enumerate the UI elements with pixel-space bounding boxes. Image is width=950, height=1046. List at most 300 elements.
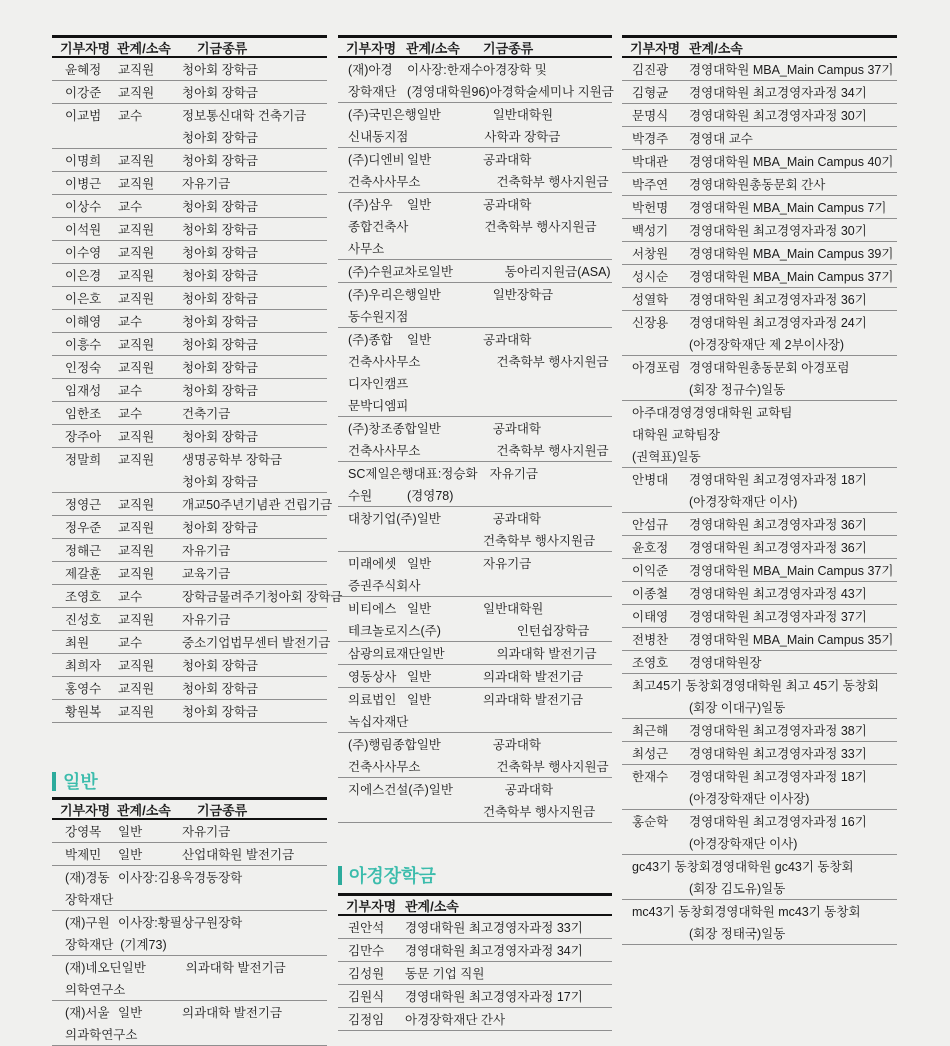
relation-cell: 경영대학원 최고경영자과정 43기 (689, 587, 867, 601)
relation-cell: 교직원 (118, 498, 155, 512)
donor-cell: gc43기 동창회 (632, 860, 711, 874)
relation-cell: 경영대학원 MBA_Main Campus 37기 (689, 270, 894, 284)
table-row (622, 104, 897, 127)
fund-cell: 청아회 장학금 (182, 223, 258, 237)
donor-cell: 장학재단 (65, 893, 114, 907)
header-relation: 관계/소속 (117, 40, 171, 56)
table-row (622, 173, 897, 196)
header-relation: 관계/소속 (689, 40, 743, 56)
relation-cell: 이사장:황필상 (118, 916, 194, 930)
relation-cell: 교직원 (118, 521, 155, 535)
relation-cell: (회장 정태국)일동 (689, 927, 786, 941)
relation-cell: 경영대학원 최고경영자과정 33기 (405, 921, 583, 935)
table-row (338, 148, 612, 193)
table-row (338, 939, 612, 962)
table-row (52, 677, 327, 700)
donor-cell: 서창원 (632, 247, 669, 261)
table-row (52, 911, 327, 956)
relation-cell: 교수 (118, 407, 143, 421)
donor-cell: (재)구원 (65, 916, 110, 930)
relation-cell: 교직원 (118, 453, 155, 467)
fund-cell: 산업대학원 발전기금 (182, 848, 295, 862)
relation-cell: 교직원 (118, 705, 155, 719)
donor-cell: 대학원 교학팀장 (632, 428, 720, 442)
table-row (622, 265, 897, 288)
table-row (52, 149, 327, 172)
relation-cell: 교직원 (118, 544, 155, 558)
donor-cell: 임한조 (65, 407, 102, 421)
fund-cell: 건축학부 행사지원금 (496, 444, 609, 458)
relation-cell: 교직원 (118, 246, 155, 260)
donor-cell: 성시순 (632, 270, 669, 284)
relation-cell: 경영대학원총동문회 아경포럼 (689, 361, 850, 375)
donor-cell: 정말희 (65, 453, 102, 467)
donor-cell: (주)국민은행 (348, 108, 417, 122)
donor-cell: 최성근 (632, 747, 669, 761)
table-row (52, 448, 327, 493)
table-row (338, 985, 612, 1008)
donor-cell: 김형균 (632, 86, 669, 100)
donor-cell: 동수원지점 (348, 310, 409, 324)
donor-cell: 제갈훈 (65, 567, 102, 581)
donor-cell: 박대관 (632, 155, 669, 169)
header-fund-type: 기금종류 (197, 40, 248, 56)
fund-cell: 자유기금 (489, 467, 538, 481)
relation-cell: 경영대학원 최고경영자과정 30기 (689, 224, 867, 238)
section-bar-icon (338, 866, 342, 885)
table-row (52, 866, 327, 911)
donor-cell: 김성원 (348, 967, 385, 981)
donor-cell: 조영호 (632, 656, 669, 670)
section-bar-icon (52, 772, 56, 791)
table-row (622, 582, 897, 605)
fund-cell: 건축기금 (182, 407, 231, 421)
table-row (622, 150, 897, 173)
relation-cell: 교직원 (118, 177, 155, 191)
fund-cell: 청아회 장학금 (182, 430, 258, 444)
fund-cell: 건축학부 행사지원금 (496, 175, 609, 189)
agyeong-donor-table-left (338, 893, 612, 1031)
table-row (622, 628, 897, 651)
fund-cell: 공과대학 (492, 738, 542, 752)
relation-cell: 경영대학원 최고경영자과정 17기 (405, 990, 583, 1004)
relation-cell: 이사장:김용욱 (118, 871, 194, 885)
donor-cell: 홍순학 (632, 815, 669, 829)
donor-cell: 테크놀로지스(주) (348, 624, 441, 638)
donor-cell: 아경포럼 (632, 361, 681, 375)
relation-cell: 교직원 (118, 86, 155, 100)
donor-cell: (주)디엔비 (348, 153, 405, 167)
table-row (622, 288, 897, 311)
relation-cell: 교직원 (118, 430, 155, 444)
table-row (622, 765, 897, 810)
donor-cell: 안섬규 (632, 518, 669, 532)
relation-cell: 일반 (118, 848, 143, 862)
table-row (52, 172, 327, 195)
relation-cell: 경영대학원 최고경영자과정 33기 (689, 747, 867, 761)
donor-cell: 이교범 (65, 109, 102, 123)
table-row (338, 507, 612, 552)
table-row (52, 310, 327, 333)
fund-cell: 공과대학 (483, 333, 532, 347)
donor-cell: 김진광 (632, 63, 669, 77)
table-row (52, 516, 327, 539)
table-row (52, 218, 327, 241)
fund-cell: 청아회 장학금 (182, 384, 258, 398)
relation-cell: 아경장학재단 간사 (405, 1013, 506, 1027)
relation-cell: 교수 (118, 384, 143, 398)
fund-cell: 공과대학 (504, 783, 554, 797)
fund-cell: 의과대학 발전기금 (182, 1006, 283, 1020)
relation-cell: (회장 김도유)일동 (689, 882, 786, 896)
relation-cell: (경영대학원96) (407, 85, 490, 99)
relation-cell: 교직원 (118, 361, 155, 375)
table-row (52, 654, 327, 677)
table-row (52, 264, 327, 287)
fund-cell: 건축학부 행사지원금 (496, 355, 609, 369)
donor-cell: 아주대경영 (632, 406, 693, 420)
relation-cell: 경영대학원 교학팀 (692, 406, 793, 420)
fund-cell: 공과대학 (483, 198, 532, 212)
table-row (52, 356, 327, 379)
donor-cell: (권혁표)일동 (632, 450, 701, 464)
table-row (622, 536, 897, 559)
relation-cell: 교수 (118, 109, 143, 123)
relation-cell: (회장 이대구)일동 (689, 701, 786, 715)
donor-cell: 의학연구소 (65, 983, 126, 997)
relation-cell: 경영대학원 최고경영자과정 36기 (689, 518, 867, 532)
fund-cell: 자유기금 (182, 825, 231, 839)
table-body (52, 820, 327, 1046)
fund-cell: 일반대학원 (483, 602, 544, 616)
donor-cell: 박제민 (65, 848, 102, 862)
relation-cell: 일반 (416, 738, 441, 752)
relation-cell: 일반 (416, 422, 441, 436)
donor-cell: (주)창조종합 (348, 422, 417, 436)
relation-cell: 경영대학원 최고경영자과정 36기 (689, 541, 867, 555)
relation-cell: 경영대학원 최고경영자과정 18기 (689, 770, 867, 784)
relation-cell: 교직원 (118, 613, 155, 627)
relation-cell: 교수 (118, 590, 143, 604)
donor-cell: (주)우리은행 (348, 288, 417, 302)
column-right (622, 0, 897, 945)
relation-cell: 일반 (420, 647, 445, 661)
relation-cell: 경영대학원 mc43기 동창회 (714, 905, 861, 919)
table-row (52, 493, 333, 516)
table-row (52, 1001, 327, 1046)
header-donor-name: 기부자명 (60, 40, 111, 56)
fund-cell: 청아회 장학금 (182, 131, 258, 145)
fund-cell: 건축학부 행사지원금 (496, 760, 609, 774)
donor-cell: 이강준 (65, 86, 102, 100)
table-row (338, 328, 612, 417)
fund-cell: 청아회 장학금 (182, 86, 258, 100)
table-row (338, 597, 612, 642)
table-row (338, 733, 612, 778)
donor-cell: 문명식 (632, 109, 669, 123)
donor-cell: SC제일은행 (348, 467, 414, 481)
table-body (338, 916, 612, 1031)
table-row (338, 778, 612, 823)
fund-cell: 청아회 장학금 (182, 705, 258, 719)
fund-cell: 청아회 장학금 (182, 475, 258, 489)
donor-cell: 신내동지점 (348, 130, 409, 144)
donor-cell: 이종철 (632, 587, 669, 601)
relation-cell: 대표:정승화 (413, 467, 478, 481)
relation-cell: (회장 정규수)일동 (689, 383, 786, 397)
relation-cell: 일반 (407, 670, 432, 684)
fund-cell: 교육기금 (182, 567, 231, 581)
donor-cell: 이흥수 (65, 338, 102, 352)
donor-cell: 김정임 (348, 1013, 385, 1027)
donor-cell: 최근해 (632, 724, 669, 738)
donor-cell: 윤혜정 (65, 63, 102, 77)
header-donor-name: 기부자명 (630, 40, 681, 56)
donor-cell: 이태영 (632, 610, 669, 624)
fund-cell: 자유기금 (182, 177, 231, 191)
fund-cell: 정보통신대학 건축기금 (182, 109, 307, 123)
table-row (622, 468, 897, 513)
fund-cell: 공과대학 (483, 153, 532, 167)
fund-cell: 청아회 장학금 (182, 338, 258, 352)
donor-cell: 수원 (348, 489, 373, 503)
table-row (622, 513, 897, 536)
table-row (52, 81, 327, 104)
donor-cell: 건축사사무소 (348, 175, 421, 189)
donor-cell: 조영호 (65, 590, 102, 604)
donor-cell: 김만수 (348, 944, 385, 958)
table-row (622, 719, 897, 742)
relation-cell: 일반 (121, 961, 146, 975)
table-row (338, 58, 612, 103)
donor-cell: 사무소 (348, 242, 385, 256)
donor-cell: 이수영 (65, 246, 102, 260)
donor-cell: (재)서울 (65, 1006, 110, 1020)
fund-cell: 건축학부 행사지원금 (484, 220, 597, 234)
donor-cell: 삼광의료재단 (348, 647, 421, 661)
relation-cell: 경영대학원 최고경영자과정 24기 (689, 316, 867, 330)
relation-cell: 경영대학원 최고경영자과정 16기 (689, 815, 867, 829)
header-fund-type: 기금종류 (197, 802, 248, 818)
fund-cell: 의과대학 발전기금 (496, 647, 597, 661)
table-row (52, 956, 327, 1001)
donor-cell: 미래에셋 (348, 557, 397, 571)
table-row (338, 103, 612, 148)
table-row (52, 402, 327, 425)
relation-cell: 경영대학원 최고경영자과정 34기 (405, 944, 583, 958)
fund-cell: 중소기업법무센터 발전기금 (182, 636, 331, 650)
donor-cell: (주)종합 (348, 333, 393, 347)
fund-cell: 일반대학원 (492, 108, 554, 122)
relation-cell: 일반 (416, 108, 441, 122)
donor-cell: 문박디엠피 (348, 399, 409, 413)
fund-cell: 생명공학부 장학금 (182, 453, 283, 467)
relation-cell: 일반 (407, 602, 432, 616)
relation-cell: 교직원 (118, 154, 155, 168)
relation-cell: 일반 (416, 288, 441, 302)
donor-cell: 이상수 (65, 200, 102, 214)
donor-cell: 진성호 (65, 613, 102, 627)
header-donor-name: 기부자명 (346, 898, 397, 914)
donor-cell: 이익준 (632, 564, 669, 578)
donor-cell: 정해근 (65, 544, 102, 558)
relation-cell: 경영대학원 MBA_Main Campus 7기 (689, 201, 887, 215)
relation-cell: 일반 (407, 198, 432, 212)
donor-cell: 이병근 (65, 177, 102, 191)
relation-cell: 일반 (416, 512, 441, 526)
donor-cell: 전병찬 (632, 633, 669, 647)
table-header (622, 35, 897, 58)
table-row (52, 539, 327, 562)
table-row (622, 559, 897, 582)
relation-cell: 경영대학원총동문회 간사 (689, 178, 826, 192)
table-row (622, 401, 897, 468)
fund-cell: 동아리지원금(ASA) (504, 265, 611, 279)
donor-cell: mc43기 동창회 (632, 905, 715, 919)
donor-cell: 이은경 (65, 269, 102, 283)
donor-cell: 이해영 (65, 315, 102, 329)
fund-cell: 인턴쉽장학금 (516, 624, 590, 638)
table-row (338, 665, 612, 688)
donor-cell: 권안석 (348, 921, 385, 935)
relation-cell: 경영대학원 MBA_Main Campus 37기 (689, 63, 894, 77)
donor-cell: 장학재단 (348, 85, 397, 99)
table-row (622, 196, 897, 219)
table-row (338, 642, 612, 665)
table-header (52, 797, 327, 820)
donor-cell: 신장용 (632, 316, 669, 330)
relation-cell: 이사장:한재수 (407, 63, 483, 77)
relation-cell: 교수 (118, 200, 143, 214)
fund-cell: 자유기금 (182, 544, 231, 558)
fund-cell: 아경학술세미나 지원금 (489, 85, 614, 99)
donor-cell: 종합건축사 (348, 220, 409, 234)
donor-cell: 건축사사무소 (348, 760, 421, 774)
relation-cell: 교수 (118, 315, 143, 329)
donor-cell: (주)수원교차로 (348, 265, 429, 279)
table-row (338, 1008, 612, 1031)
table-row (338, 962, 612, 985)
table-row (52, 379, 327, 402)
table-row (622, 810, 897, 855)
relation-cell: 교직원 (118, 292, 155, 306)
relation-cell: 교직원 (118, 338, 155, 352)
fund-cell: 일반장학금 (492, 288, 554, 302)
fund-cell: 공과대학 (492, 512, 542, 526)
table-row (52, 585, 343, 608)
table-row (52, 333, 327, 356)
relation-cell: 경영대학원 MBA_Main Campus 39기 (689, 247, 894, 261)
donor-cell: 비티에스 (348, 602, 397, 616)
donor-cell: 영동상사 (348, 670, 397, 684)
fund-cell: 건축학부 행사지원금 (483, 534, 596, 548)
table-row (52, 700, 327, 723)
relation-cell: 경영대학원 최고경영자과정 34기 (689, 86, 867, 100)
fund-cell: 경동장학 (193, 871, 243, 885)
donor-cell: 장주아 (65, 430, 102, 444)
table-row (622, 674, 897, 719)
relation-cell: 일반 (407, 333, 432, 347)
fund-cell: 구원장학 (193, 916, 243, 930)
donor-cell: 건축사사무소 (348, 355, 421, 369)
header-donor-name: 기부자명 (346, 40, 397, 56)
table-row (622, 651, 897, 674)
relation-cell: 교직원 (118, 682, 155, 696)
donor-cell: 홍영수 (65, 682, 102, 696)
section-title-text: 아경장학금 (349, 866, 436, 886)
donor-cell: 정영근 (65, 498, 102, 512)
relation-cell: 경영대학원 최고경영자과정 37기 (689, 610, 867, 624)
donor-cell: 윤호정 (632, 541, 669, 555)
fund-cell: 공과대학 (492, 422, 542, 436)
donor-cell: 황원복 (65, 705, 102, 719)
table-row (622, 219, 897, 242)
relation-cell: 경영대학원 MBA_Main Campus 35기 (689, 633, 894, 647)
table-row (52, 631, 331, 654)
relation-cell: 일반 (118, 1006, 143, 1020)
table-row (338, 916, 612, 939)
agyeong-donor-table-right (622, 35, 897, 945)
relation-cell: (아경장학재단 제 2부이사장) (689, 338, 845, 352)
donor-cell: 의과학연구소 (65, 1028, 138, 1042)
donor-cell: 인정숙 (65, 361, 102, 375)
table-row (52, 287, 327, 310)
general-donor-table (52, 797, 327, 1046)
relation-cell: 경영대학원 최고경영자과정 36기 (689, 293, 867, 307)
donor-cell: 임재성 (65, 384, 102, 398)
header-fund-type: 기금종류 (483, 40, 534, 56)
fund-cell: 청아회 장학금 (182, 246, 258, 260)
relation-cell: 일반 (428, 783, 453, 797)
fund-cell: 청아회 장학금 (182, 682, 258, 696)
relation-cell: 교수 (118, 636, 143, 650)
donor-cell: 증권주식회사 (348, 579, 421, 593)
donor-cell: 성열학 (632, 293, 669, 307)
table-row (52, 241, 327, 264)
donor-cell: 대창기업(주) (348, 512, 417, 526)
table-row (52, 562, 327, 585)
relation-cell: 경영대학원장 (689, 656, 762, 670)
table-row (338, 193, 612, 260)
table-row (622, 855, 897, 900)
table-row (338, 417, 612, 462)
table-row (52, 608, 327, 631)
donor-cell: 백성기 (632, 224, 669, 238)
table-row (338, 260, 612, 283)
table-row (622, 605, 897, 628)
relation-cell: 경영대학원 gc43기 동창회 (710, 860, 854, 874)
relation-cell: 동문 기업 직원 (405, 967, 485, 981)
donor-cell: (재)네오딘 (65, 961, 122, 975)
relation-cell: 교직원 (118, 223, 155, 237)
donor-cell: 박헌명 (632, 201, 669, 215)
donor-cell: 이은호 (65, 292, 102, 306)
relation-cell: (아경장학재단 이사장) (689, 792, 810, 806)
table-body (622, 58, 897, 945)
donor-cell: (재)경동 (65, 871, 110, 885)
section-title-text: 일반 (63, 772, 98, 792)
table-header (338, 35, 612, 58)
fund-cell: 청아회 장학금 (182, 154, 258, 168)
fund-cell: 의과대학 발전기금 (483, 670, 584, 684)
header-relation: 관계/소속 (406, 40, 460, 56)
table-header (52, 35, 327, 58)
table-row (52, 820, 327, 843)
fund-cell: 장학금물려주기청아회 장학금 (182, 590, 343, 604)
table-header (338, 893, 612, 916)
fund-cell: 청아회 장학금 (182, 659, 258, 673)
donor-cell: (재)아경 (348, 63, 393, 77)
